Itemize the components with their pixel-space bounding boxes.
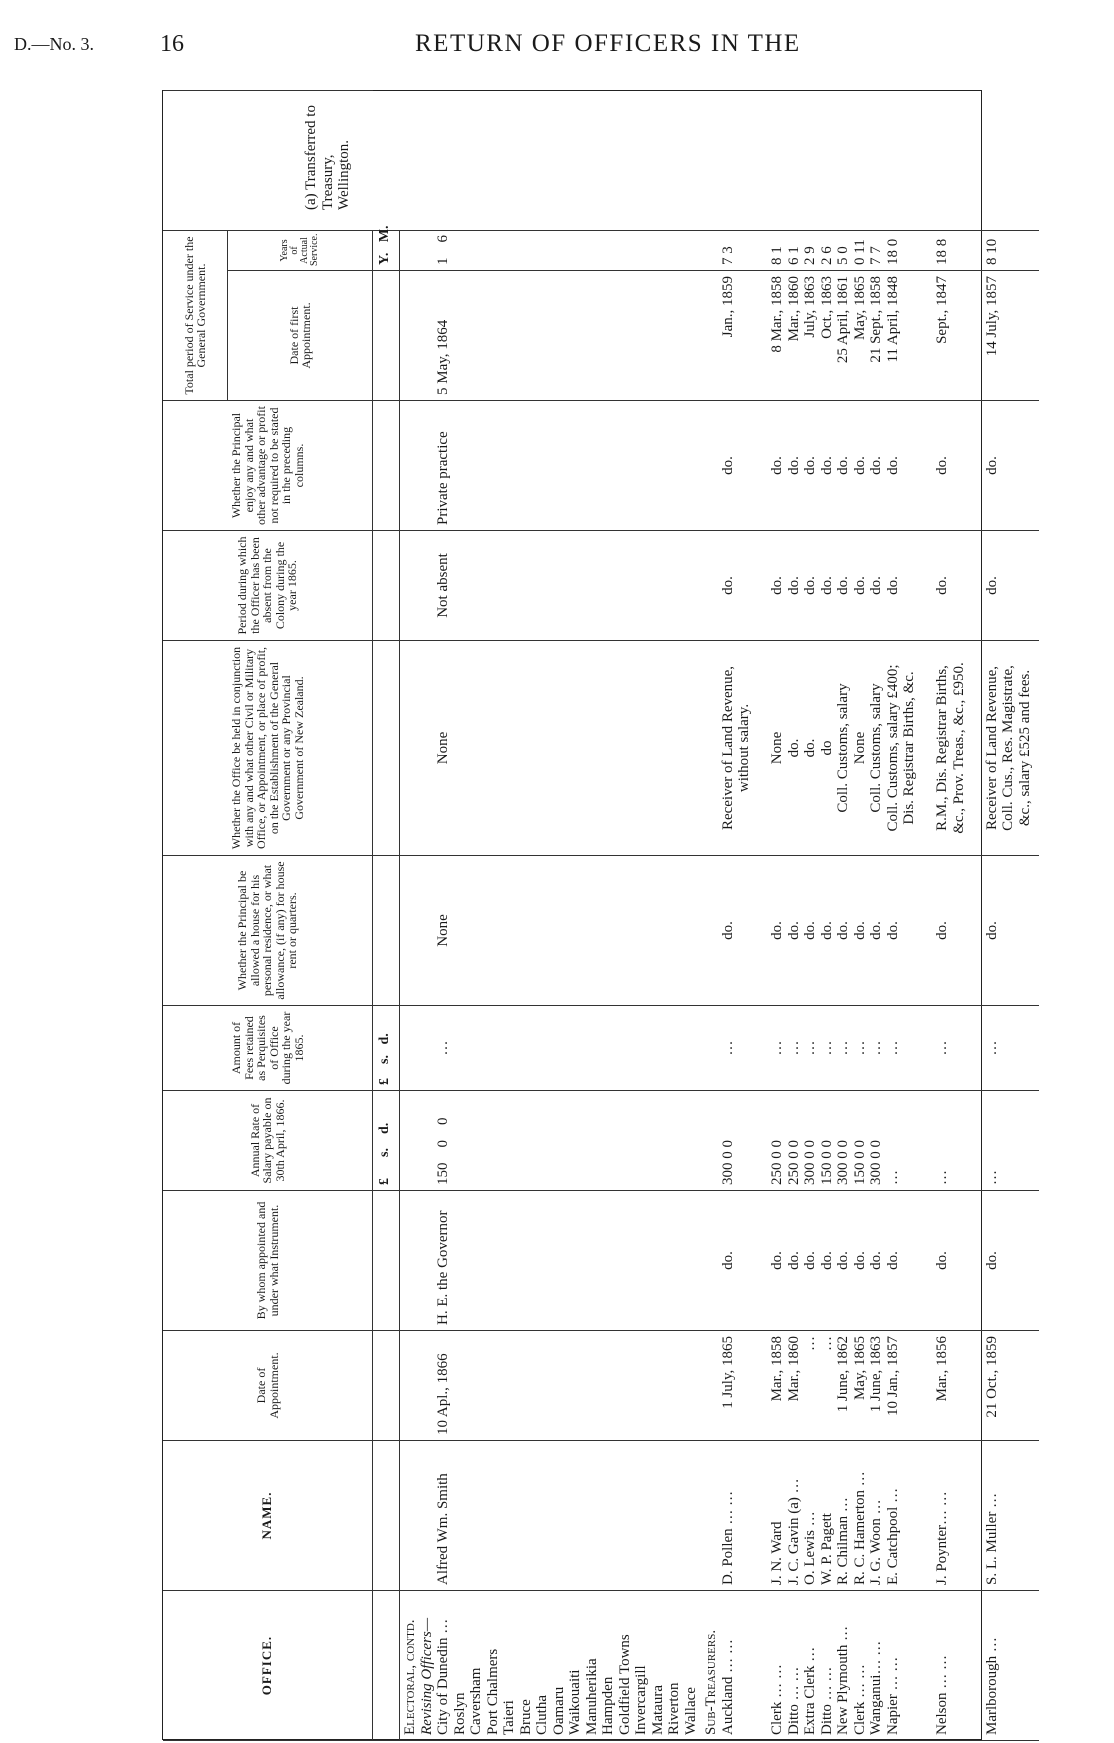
section2-office-cell [701,1591,1035,1741]
section2-absent-cell: do. [785,576,802,595]
section2-name-cell: S. L. Muller … [983,1492,1000,1585]
section2-salary-cell: 250 0 0 [785,1140,802,1185]
section2-house-cell: do. [802,921,818,940]
section2-absent-cell: do. [719,576,736,595]
fees-units: £ s. d. [373,1006,400,1091]
section2-other-office-line: &c., Prov. Treas., &c., £950. [950,662,967,834]
revising-office-item: Clutha [534,1695,550,1735]
section2-years-cell: 7 3 [719,246,736,265]
page-header [0,0,1114,90]
revising-office-item: Bruce [517,1699,534,1735]
section2-absent-cell: do. [884,576,901,595]
section2-name-cell: E. Catchpool … [884,1487,901,1585]
section2-advantage-list [720,406,1034,525]
section2-office-cell: Clerk … … [769,1664,785,1735]
col-name: NAME. [163,1441,373,1591]
section2-office-cell: Marlborough … [983,1637,1000,1735]
section2-by-whom-cell: do. [851,1251,868,1270]
section2-advantage-cell: do. [818,456,835,475]
section2-salary-cell: 150 0 0 [818,1140,835,1185]
revising-office-item: Caversham [468,1667,484,1735]
section2-first-appt-cell: 21 Sept., 1858 [868,276,884,363]
years-units: Y. M. [373,231,400,271]
section2-absent-cell: do. [835,576,851,595]
footnote-column [163,91,373,231]
section2-house-cell: do. [835,921,851,940]
section2-name-cell: J. G. Woon … [868,1499,884,1585]
section2-years-cell: 18 0 [884,238,901,265]
section2-fees-cell: … [769,1040,785,1056]
section2-absent-cell: do. [802,576,818,595]
section2-fees-cell: … [934,1040,950,1056]
section2-first-appt-cell: July, 1863 [802,276,818,338]
section2-name-cell: O. Lewis … [802,1511,818,1585]
section2-salary-cell: 250 0 0 [769,1140,785,1185]
section2-other-office-line: Coll. Cus., Res. Magistrate, [1000,665,1016,831]
section2-fees-cell: … [851,1040,868,1056]
section2-fees-cell: … [719,1040,736,1056]
section2-first-appt-cell: Oct., 1863 [818,276,835,339]
section1-years: 1 6 [435,235,451,265]
section2-advantage-cell: do. [769,456,785,475]
section2-office-cell: Wanganui… … [868,1640,884,1735]
section-subtreasurers-row [701,91,1035,1741]
section2-other-office-line: Dis. Registrar Births, &c. [901,671,917,825]
section2-fees-list [720,1011,1034,1085]
section2-years-list [720,236,1034,265]
revising-office-item: Hampden [600,1676,616,1735]
section2-date-cell: Mar., 1858 [769,1336,785,1402]
section1-by-whom: H. E. the Governor [435,1210,451,1325]
section2-date-cell: 1 July, 1865 [719,1336,736,1409]
units-row [373,91,400,1741]
revising-office-item: Wallace [682,1687,699,1735]
col-date-appointment: Date of Appointment. [163,1331,373,1441]
section2-fees-cell: … [785,1040,802,1056]
col-advantage: Whether the Principal enjoy any and what other advantage or profit not required to be stated in the preceding columns. [163,401,373,531]
section2-house-list [720,861,1034,1000]
section2-house-cell: do. [785,921,802,940]
section2-other-office-list [720,646,1034,850]
section2-heading: Sub-Treasurers. [703,1629,719,1735]
section1-subheading: Revising Officers— [418,1617,435,1735]
section2-by-whom-list [720,1196,1034,1325]
section2-name-cell: J. C. Gavin (a) … [785,1478,802,1585]
section2-advantage-cell: do. [851,456,868,475]
col-salary: Annual Rate of Salary payable on 30th April, 1866. [163,1091,373,1191]
section2-advantage-cell: do. [868,456,884,475]
section2-date-cell: … [818,1336,835,1351]
rotated-table-container [163,91,1033,1741]
section2-salary-cell: 150 0 0 [851,1140,868,1185]
section2-house-cell: do. [851,921,868,940]
col-house: Whether the Principal be allowed a house for his personal residence, or what allowance, (if any) for house rent or quarters. [163,856,373,1006]
revising-office-item: Roslyn [451,1692,468,1735]
section2-years-cell: 8 10 [983,238,1000,265]
section2-advantage-cell: do. [983,456,1000,475]
section-electoral-row [400,91,702,1741]
section1-absent: Not absent [435,553,451,618]
section2-date-cell: Mar., 1856 [934,1336,950,1402]
section2-house-cell: do. [769,921,785,940]
section2-other-office-line: do [818,740,835,756]
section2-by-whom-cell: do. [934,1251,950,1270]
section2-other-office-line: None [851,731,868,765]
section2-other-office-line: Coll. Customs, salary £400; [884,664,901,832]
section1-name: Alfred Wm. Smith [435,1473,451,1585]
section2-date-cell: 21 Oct., 1859 [983,1336,1000,1418]
revising-office-item: Oamaru [550,1686,567,1735]
section2-fees-cell: … [868,1040,884,1056]
section2-fees-cell: … [818,1040,835,1056]
revising-office-item: Waikouaiti [567,1669,583,1735]
section2-advantage-cell: do. [835,456,851,475]
section2-office-list [720,1596,1034,1735]
section2-fees-cell: … [884,1040,901,1056]
section2-by-whom-cell: do. [835,1251,851,1270]
section2-name-cell: W. P. Pagett [818,1513,835,1585]
section2-date-cell: 1 June, 1862 [835,1336,851,1413]
section2-house-cell: do. [719,921,736,940]
section2-fees-cell: … [835,1040,851,1056]
col-fees: Amount of Fees retained as Perquisites of Office during the year 1865. [163,1006,373,1091]
section2-salary-cell: … [884,1170,901,1185]
section2-by-whom-cell: do. [983,1251,1000,1270]
section2-other-office-line: R.M., Dis. Registrar Births, [934,665,950,831]
section2-salary-cell: 300 0 0 [835,1140,851,1185]
section1-other-office: None [435,731,451,765]
section2-other-office-line: do. [785,738,802,758]
section2-date-cell: May, 1865 [851,1336,868,1401]
section2-other-office-line: do. [802,738,818,758]
section2-fees-cell: … [802,1040,818,1056]
section2-name-cell: D. Pollen … … [719,1490,736,1585]
section2-by-whom-cell: do. [769,1251,785,1270]
section2-name-cell: R. Chilman … [835,1497,851,1585]
section2-advantage-cell: do. [802,456,818,475]
section2-by-whom-cell: do. [868,1251,884,1270]
section2-years-cell: 7 7 [868,246,884,265]
col-office: OFFICE. [163,1591,373,1741]
section2-years-cell: 6 1 [785,246,802,265]
section2-office-cell: Auckland … … [719,1639,736,1735]
section2-other-office-line: Coll. Customs, salary [835,683,851,813]
section2-office-cell: Ditto … … [818,1666,835,1735]
section2-name-cell: R. C. Hamerton … [851,1471,868,1585]
section2-other-office-line: without salary. [736,703,752,793]
section2-office-cell: Clerk … … [851,1664,868,1735]
section1-advantage: Private practice [435,431,451,525]
revising-office-item: Goldfield Towns [616,1634,633,1735]
section2-absent-cell: do. [851,576,868,595]
section1-first-appointment: 5 May, 1864 [435,319,451,395]
section2-years-cell: 8 1 [769,246,785,265]
section2-first-appt-cell: 8 Mar., 1858 [769,276,785,353]
section2-first-appt-cell: Mar., 1860 [785,276,802,342]
section2-office-cell: Nelson … … [934,1655,950,1735]
section2-first-appt-cell: Jan., 1859 [719,276,736,338]
section2-by-whom-cell: do. [719,1251,736,1270]
section2-absent-cell: do. [769,576,785,595]
section1-house: None [435,914,451,947]
col-other-office: Whether the Office be held in conjunction with any and what other Civil or Military Office, or Appointment, or place of profit, on the Establishment of the General Government or any Provincial Government of New Zealand. [163,641,373,856]
section2-advantage-cell: do. [934,456,950,475]
section2-house-cell: do. [868,921,884,940]
section2-first-appt-cell: 25 April, 1861 [835,276,851,364]
section2-name-list [720,1446,1034,1585]
section2-house-cell: do. [983,921,1000,940]
section2-absent-cell: do. [868,576,884,595]
section1-office-cell [400,1591,702,1741]
salary-units: £ s. d. [373,1091,400,1191]
section2-absent-cell: do. [934,576,950,595]
section2-salary-cell: 300 0 0 [719,1140,736,1185]
section2-office-cell: Extra Clerk … [802,1646,818,1735]
section2-years-cell: 2 6 [818,246,835,265]
col-service-group: Total period of Service under the General Government. [163,231,228,401]
section2-first-appt-cell: Sept., 1847 [934,276,950,344]
revising-office-item: Taieri [501,1700,517,1735]
section2-house-cell: do. [818,921,835,940]
section2-salary-cell: … [983,1170,1000,1185]
section2-years-cell: 5 0 [835,246,851,265]
section2-years-cell: 2 9 [802,246,818,265]
section2-advantage-cell: do. [884,456,901,475]
section2-by-whom-cell: do. [818,1251,835,1270]
section2-date-cell: 10 Jan., 1857 [884,1336,901,1416]
revising-office-item: Invercargill [633,1665,649,1735]
section2-by-whom-cell: do. [785,1251,802,1270]
section2-other-office-line: Receiver of Land Revenue, [719,665,736,831]
section2-absent-list [720,536,1034,635]
section2-house-cell: do. [884,921,901,940]
section2-name-cell: J. Poynter… … [934,1491,950,1585]
section2-other-office-line: Coll. Customs, salary [868,683,884,813]
section2-date-cell: … [802,1336,818,1351]
col-by-whom: By whom appointed and under what Instrument. [163,1191,373,1331]
section2-salary-cell: … [934,1170,950,1185]
section2-other-office-line: None [769,731,785,765]
section1-name-cell [400,1441,702,1591]
revising-office-item: Manuherikia [583,1658,600,1735]
section2-first-appointment-list [720,276,1034,395]
revising-office-item: Port Chalmers [484,1648,501,1735]
page-number: 16 [160,31,184,57]
table-frame [162,90,1033,1740]
section2-by-whom-cell: do. [884,1251,901,1270]
section1-fees: … [435,1040,451,1056]
section2-salary-list [720,1096,1034,1185]
revising-office-item: Riverton [666,1682,682,1735]
section2-name-cell: J. N. Ward [769,1521,785,1585]
section2-first-appt-cell: 11 April, 1848 [884,276,901,363]
section2-by-whom-cell: do. [802,1251,818,1270]
section2-first-appt-cell: May, 1865 [851,276,868,341]
section2-office-cell: New Plymouth … [835,1625,851,1735]
revising-office-item: Mataura [649,1685,666,1735]
column-header-row [163,91,228,1741]
section1-salary: 150 0 0 [435,1117,451,1185]
section2-absent-cell: do. [818,576,835,595]
section2-office-cell: Napier … … [884,1656,901,1735]
section2-other-office-line: Receiver of Land Revenue, [983,665,1000,831]
section2-house-cell: do. [934,921,950,940]
revising-office-item: City of Dunedin … [435,1618,451,1735]
footnote: (a) Transferred to Treasury, Wellington. [303,105,352,210]
section1-date: 10 Apl., 1866 [435,1353,451,1435]
col-absent: Period during which the Officer has been absent from the Colony during the year 1865. [163,531,373,641]
page-title: RETURN OF OFFICERS IN THE [415,30,801,57]
section2-years-cell: 18 8 [934,238,950,265]
section1-office-list [435,1596,699,1735]
section2-date-cell: 1 June, 1863 [868,1336,884,1413]
section2-salary-cell: 300 0 0 [802,1140,818,1185]
section1-heading: Electoral, contd. [402,1619,418,1735]
section2-absent-cell: do. [983,576,1000,595]
section2-fees-cell: … [983,1040,1000,1056]
col-first-appointment: Date of first Appointment. [228,271,373,401]
section2-advantage-cell: do. [785,456,802,475]
document-reference: D.—No. 3. [14,34,94,54]
officers-return-table [163,90,1039,1741]
section2-advantage-cell: do. [719,456,736,475]
section2-salary-cell: 300 0 0 [868,1140,884,1185]
section2-first-appt-cell: 14 July, 1857 [983,276,1000,357]
section2-date-list [720,1336,1034,1435]
section2-date-cell: Mar., 1860 [785,1336,802,1402]
section2-office-cell: Ditto … … [785,1666,802,1735]
section2-years-cell: 0 11 [851,239,868,265]
section2-other-office-line: &c., salary £525 and fees. [1016,669,1033,827]
col-years-service: Years of Actual Service. [228,231,373,271]
